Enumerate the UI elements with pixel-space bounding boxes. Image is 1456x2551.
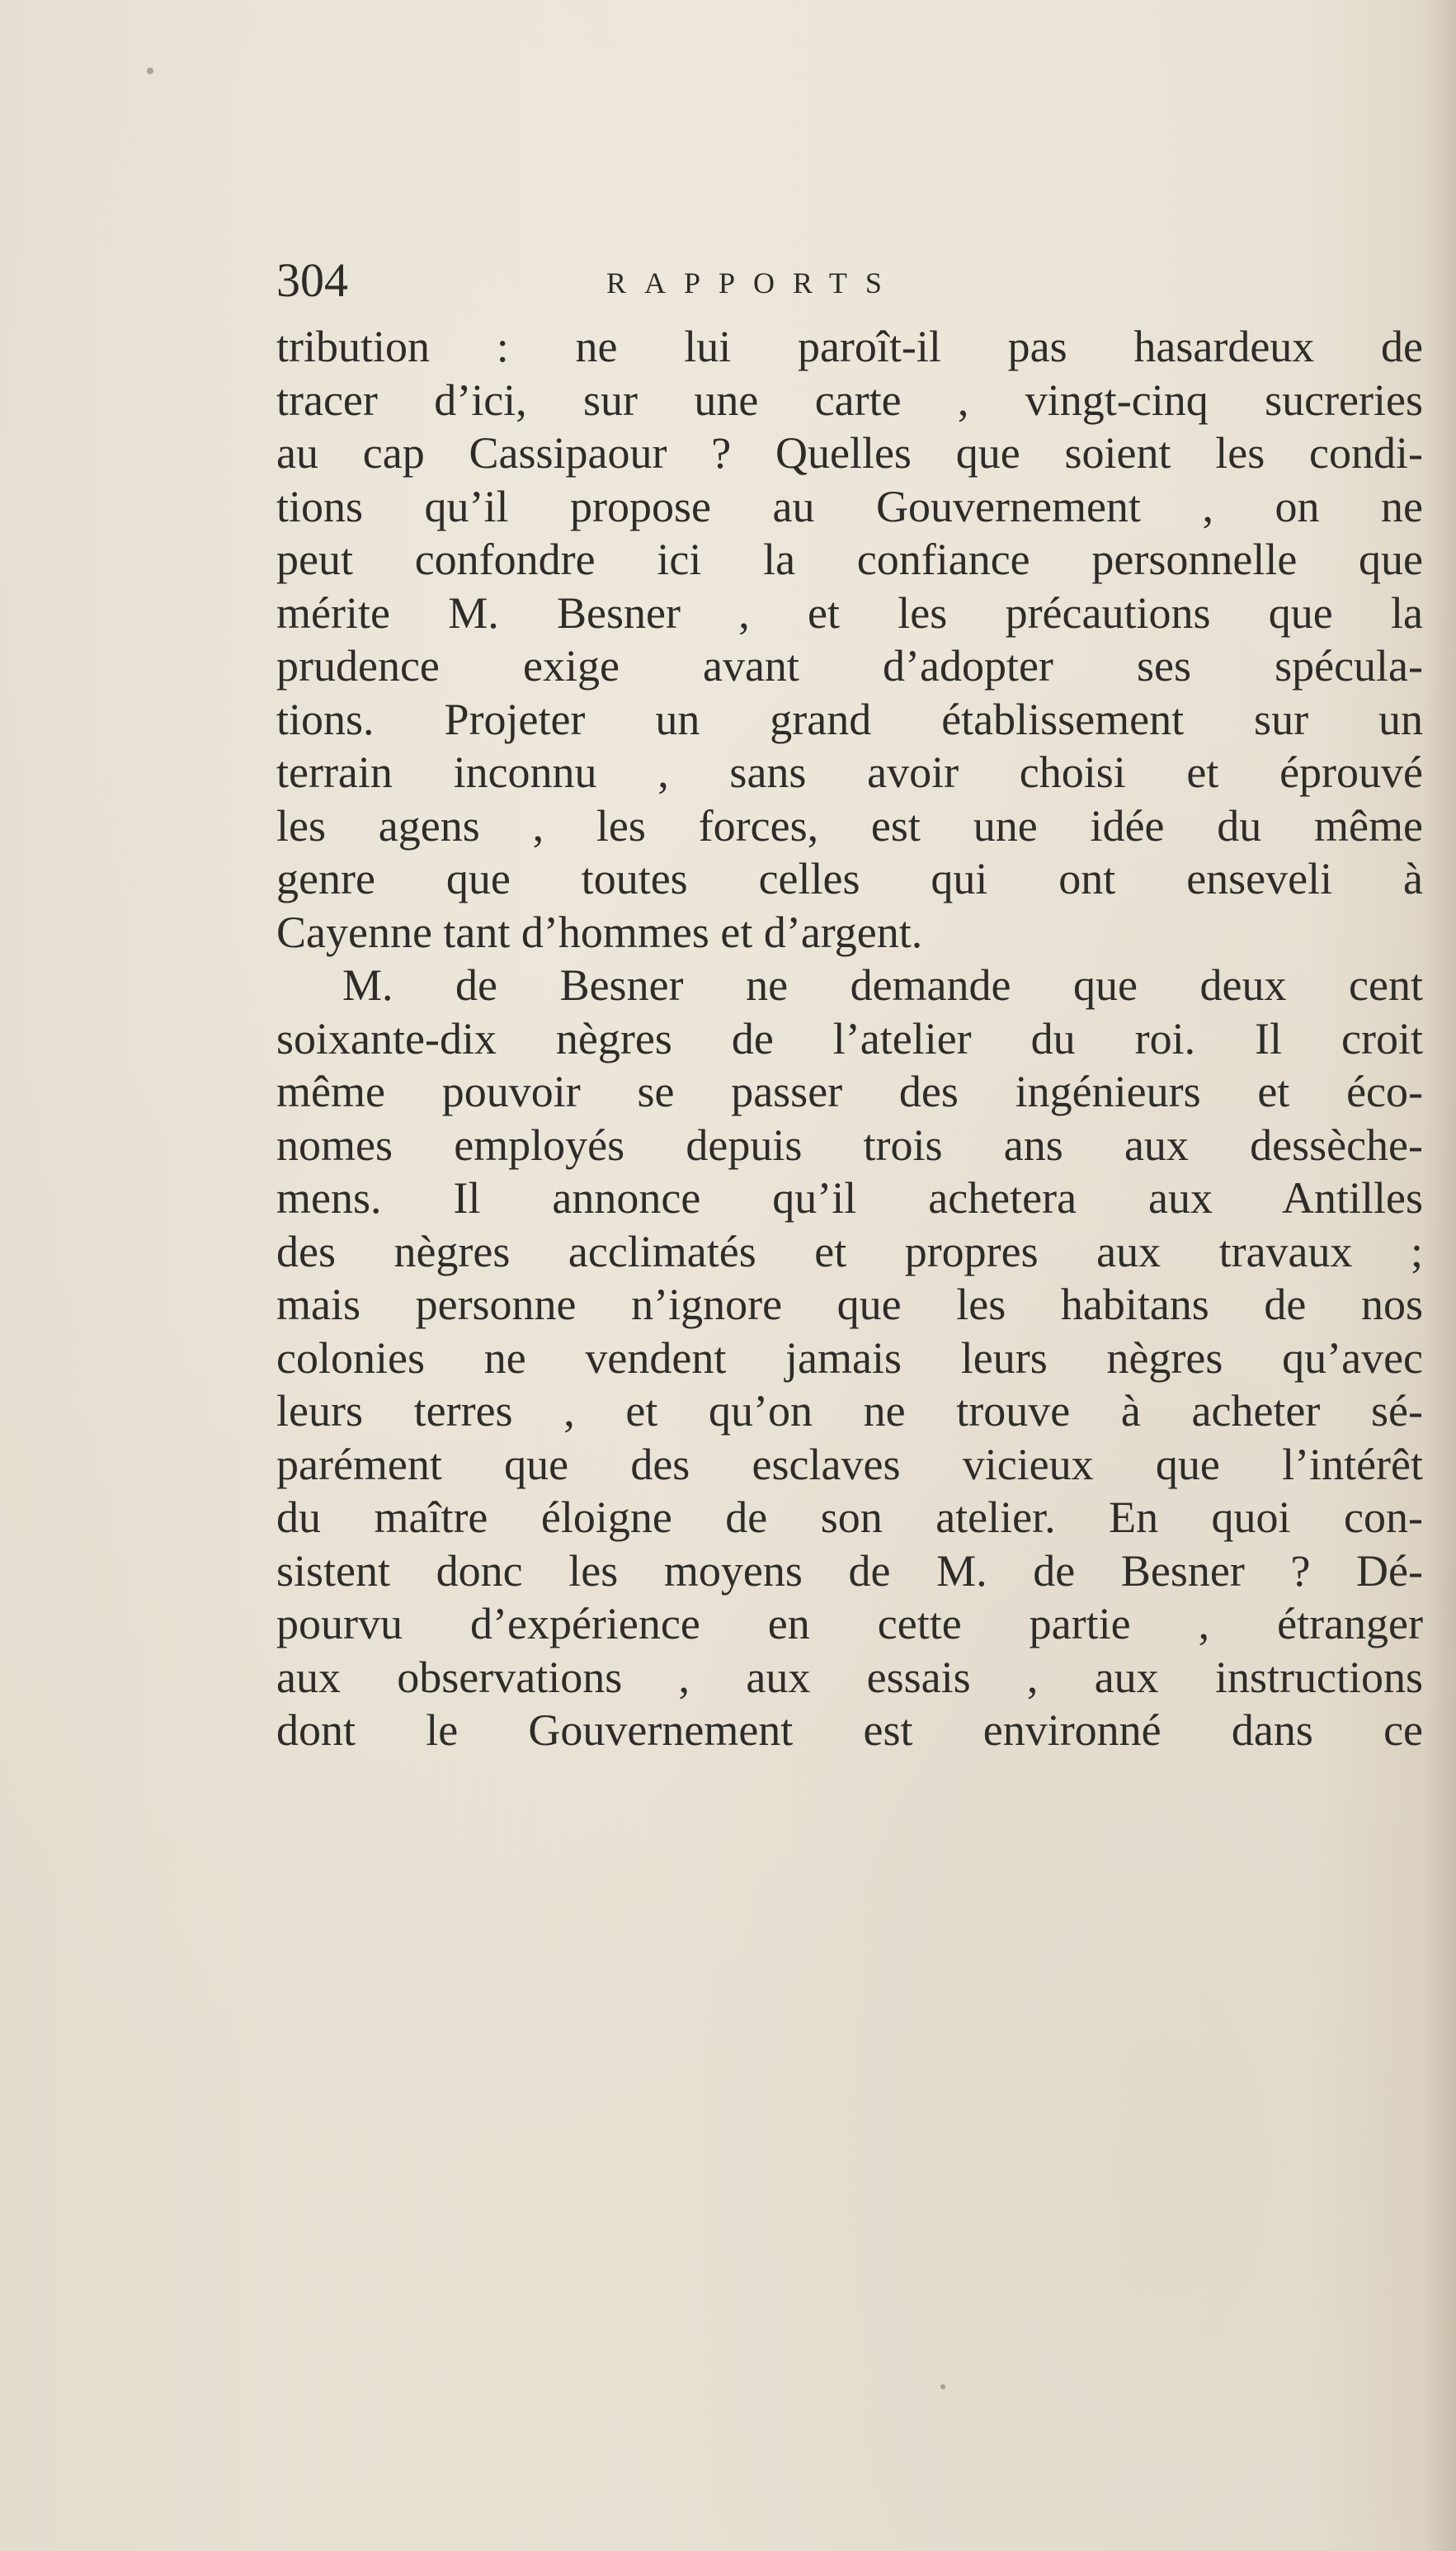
paragraph-start-line: M. de Besner ne demande que deux cent — [342, 960, 1423, 1010]
paragraph-end-line: Cayenne tant d’hommes et d’argent. — [276, 907, 923, 957]
text-line: colonies ne vendent jamais leurs nègres qu’avec — [276, 1332, 1423, 1383]
text-line: leurs terres , et qu’on ne trouve à acheter sé- — [276, 1386, 1423, 1436]
text-line: tions qu’il propose au Gouvernement , on ne — [276, 481, 1423, 531]
text-line: dont le Gouvernement est environné dans ce — [276, 1705, 1423, 1755]
text-line: soixante-dix nègres de l’atelier du roi. Il croit — [276, 1013, 1423, 1063]
text-line: tions. Projeter un grand établissement sur un — [276, 694, 1423, 744]
page-number: 304 — [276, 253, 348, 307]
paper-speck — [147, 68, 153, 74]
paper-speck — [940, 2384, 945, 2389]
text-line: genre que toutes celles qui ont enseveli à — [276, 854, 1423, 903]
text-line: nomes employés depuis trois ans aux dessèche- — [276, 1120, 1423, 1170]
text-line: peut confondre ici la confiance personnelle que — [276, 535, 1423, 584]
text-line: sistent donc les moyens de M. de Besner ? Dé- — [276, 1545, 1423, 1596]
text-line: mais personne n’ignore que les habitans de nos — [276, 1280, 1423, 1329]
text-line: mérite M. Besner , et les précautions que la — [276, 587, 1423, 638]
text-line: tracer d’ici, sur une carte , vingt-cinq sucreries — [276, 375, 1423, 425]
text-line: des nègres acclimatés et propres aux travaux ; — [276, 1226, 1423, 1276]
text-line: au cap Cassipaour ? Quelles que soient les condi- — [276, 428, 1423, 478]
body-text — [276, 320, 1423, 1757]
text-line: les agens , les forces, est une idée du même — [276, 800, 1423, 851]
text-line: mens. Il annonce qu’il achetera aux Antilles — [276, 1173, 1423, 1223]
text-line: tribution : ne lui paroît-il pas hasardeux de — [276, 322, 1423, 371]
page-header — [276, 248, 1427, 314]
text-line: aux observations , aux essais , aux instructions — [276, 1652, 1423, 1702]
text-line: terrain inconnu , sans avoir choisi et éprouvé — [276, 747, 1423, 797]
text-line: du maître éloigne de son atelier. En quoi con- — [276, 1492, 1423, 1542]
text-line: pourvu d’expérience en cette partie , étranger — [276, 1599, 1423, 1648]
text-line: parément que des esclaves vicieux que l’intérêt — [276, 1439, 1423, 1489]
running-head: RAPPORTS — [606, 266, 900, 299]
text-line: prudence exige avant d’adopter ses spécula- — [276, 641, 1423, 691]
text-line: même pouvoir se passer des ingénieurs et éco- — [276, 1067, 1423, 1116]
